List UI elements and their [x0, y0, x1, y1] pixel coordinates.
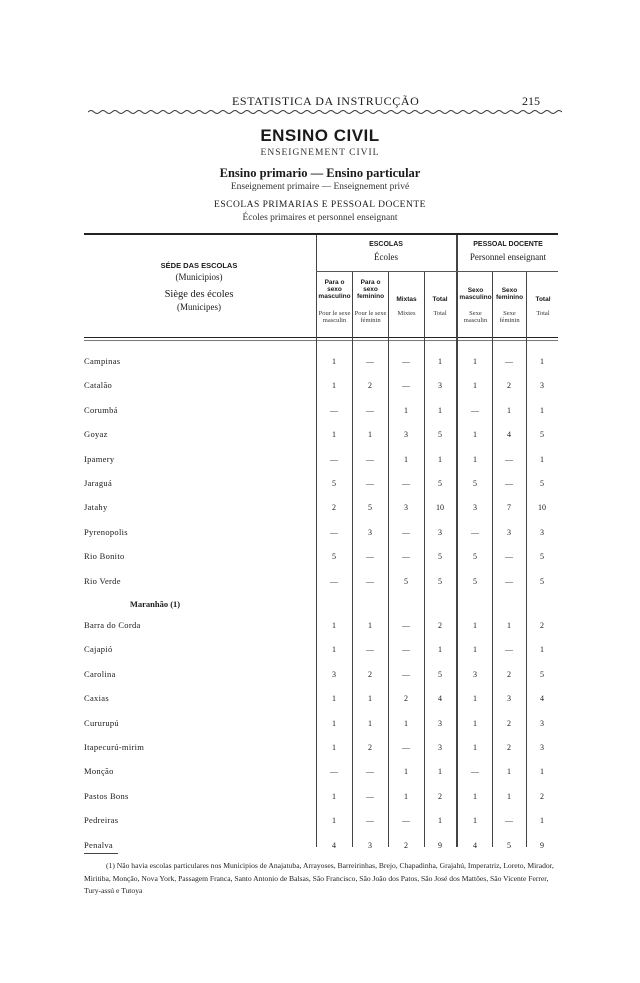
- row-label: Jatahy: [84, 502, 108, 512]
- table-cell: 2: [507, 742, 511, 752]
- table-cell: 9: [540, 840, 544, 850]
- table-cell: 1: [540, 405, 544, 415]
- main-title-french: ENSEIGNEMENT CIVIL: [260, 148, 380, 158]
- table-cell: 1: [540, 454, 544, 464]
- table-cell: 1: [473, 742, 477, 752]
- schools-group-header-french: Écoles: [374, 252, 398, 262]
- column-header-male-staff-french: Sexe masculin: [463, 310, 488, 324]
- table-cell: —: [471, 766, 479, 776]
- table-cell: 1: [332, 791, 336, 801]
- table-cell: 1: [368, 693, 372, 703]
- table-cell: —: [402, 478, 410, 488]
- table-cell: —: [366, 551, 374, 561]
- row-label: Goyaz: [84, 429, 108, 439]
- table-cell: 5: [473, 551, 477, 561]
- table-cell: 1: [332, 620, 336, 630]
- table-cell: 2: [332, 502, 336, 512]
- table-cell: 1: [473, 693, 477, 703]
- row-label: Corumbá: [84, 405, 118, 415]
- table-cell: 5: [438, 551, 442, 561]
- row-label: Itapecurú-mirim: [84, 742, 145, 752]
- table-cell: 3: [473, 502, 477, 512]
- table-cell: 3: [404, 429, 408, 439]
- table-cell: 5: [507, 840, 511, 850]
- table-cell: —: [402, 551, 410, 561]
- row-label: Barra do Corda: [84, 620, 141, 630]
- section-heading: Maranhão (1): [129, 599, 181, 609]
- table-cell: 4: [332, 840, 336, 850]
- schools-group-header: ESCOLAS: [369, 241, 403, 248]
- table-cell: —: [505, 576, 513, 586]
- table-cell: 1: [473, 620, 477, 630]
- column-divider: [316, 235, 317, 847]
- table-cell: —: [402, 644, 410, 654]
- table-cell: 5: [473, 576, 477, 586]
- table-cell: —: [505, 356, 513, 366]
- table-cell: 9: [438, 840, 442, 850]
- table-cell: —: [505, 478, 513, 488]
- table-cell: 1: [473, 791, 477, 801]
- table-cell: 5: [540, 669, 544, 679]
- table-cell: 1: [368, 718, 372, 728]
- table-cell: 2: [368, 742, 372, 752]
- table-cell: —: [366, 766, 374, 776]
- table-cell: 2: [404, 840, 408, 850]
- row-label: Campinas: [84, 356, 121, 366]
- table-cell: 1: [404, 405, 408, 415]
- table-cell: 3: [368, 840, 372, 850]
- table-cell: 2: [507, 669, 511, 679]
- table-cell: 1: [507, 620, 511, 630]
- table-cell: 3: [540, 742, 544, 752]
- table-cell: —: [366, 356, 374, 366]
- seat-header-french-subtitle: (Municipes): [177, 302, 221, 312]
- column-header-female-schools-french: Pour le sexe féminin: [354, 310, 387, 324]
- table-cell: —: [366, 405, 374, 415]
- table-cell: 2: [368, 669, 372, 679]
- table-cell: 1: [473, 356, 477, 366]
- table-cell: —: [402, 742, 410, 752]
- row-label: Jaraguá: [84, 478, 113, 488]
- table-cell: 3: [438, 380, 442, 390]
- section-title: Ensino primario — Ensino particular: [219, 166, 421, 180]
- table-cell: 10: [436, 502, 444, 512]
- table-cell: 5: [438, 576, 442, 586]
- table-cell: 1: [473, 644, 477, 654]
- table-cell: 1: [473, 454, 477, 464]
- table-cell: —: [471, 405, 479, 415]
- row-label: Monção: [84, 766, 114, 776]
- table-cell: —: [366, 791, 374, 801]
- table-cell: 1: [332, 718, 336, 728]
- column-header-female-schools: Para o sexo feminino: [356, 279, 385, 300]
- table-cell: 4: [507, 429, 511, 439]
- row-label: Pedreiras: [84, 815, 119, 825]
- table-cell: —: [330, 405, 338, 415]
- seat-header-subtitle: (Municipios): [175, 272, 223, 282]
- table-cell: —: [330, 766, 338, 776]
- row-label: Carolina: [84, 669, 116, 679]
- group-header-rule: [316, 271, 558, 272]
- table-cell: —: [366, 478, 374, 488]
- table-cell: 4: [540, 693, 544, 703]
- row-label: Pyrenopolis: [84, 527, 128, 537]
- column-header-male-schools-french: Pour le sexe masculin: [318, 310, 351, 324]
- table-cell: 1: [368, 620, 372, 630]
- column-header-schools-total-french: Total: [433, 310, 447, 317]
- table-cell: 5: [438, 429, 442, 439]
- column-divider: [352, 272, 353, 847]
- table-cell: —: [402, 356, 410, 366]
- table-cell: —: [505, 815, 513, 825]
- table-cell: 5: [404, 576, 408, 586]
- table-cell: —: [402, 669, 410, 679]
- table-cell: 5: [540, 429, 544, 439]
- table-cell: —: [505, 454, 513, 464]
- footnote: (1) Não havia escolas particulares nos Municipios de Anajatuba, Arrayoses, Barreirinhas, Brejo, Chapadinha, Grajahú, Imperatriz, Loreto, Mirador, Miritiba, Monção, Nova York, Passagem Franca, Santo Antonio de Balsas, São Francisco, São João dos Patos, São José dos Mattões, São Vicente Ferrer, Tury-assú e Tutoya: [84, 861, 554, 895]
- row-label: Cururupú: [84, 718, 119, 728]
- table-cell: 5: [438, 478, 442, 488]
- table-cell: 1: [507, 766, 511, 776]
- table-cell: —: [505, 644, 513, 654]
- row-label: Cajapió: [84, 644, 113, 654]
- table-cell: 2: [507, 718, 511, 728]
- table-cell: 3: [540, 527, 544, 537]
- column-header-mixed-schools: Mixtas: [396, 296, 417, 303]
- table-cell: —: [402, 620, 410, 630]
- column-header-mixed-schools-french: Mixtes: [397, 310, 416, 317]
- column-divider: [492, 272, 493, 847]
- row-label: Rio Verde: [84, 576, 121, 586]
- wavy-rule: [88, 109, 562, 115]
- table-cell: —: [366, 815, 374, 825]
- seat-header: SÉDE DAS ESCOLAS: [160, 261, 238, 270]
- table-cell: 1: [438, 454, 442, 464]
- table-cell: —: [366, 644, 374, 654]
- table-cell: 5: [332, 478, 336, 488]
- main-title: ENSINO CIVIL: [260, 126, 380, 145]
- table-cell: 3: [438, 527, 442, 537]
- table-cell: 1: [473, 429, 477, 439]
- seat-header-french: Siège des écoles: [164, 289, 234, 300]
- column-divider: [456, 235, 458, 847]
- table-cell: 1: [438, 766, 442, 776]
- table-cell: 2: [438, 620, 442, 630]
- table-top-rule: [84, 233, 558, 235]
- table-cell: 1: [332, 380, 336, 390]
- table-cell: 3: [438, 718, 442, 728]
- table-cell: —: [330, 454, 338, 464]
- table-cell: 3: [507, 527, 511, 537]
- column-header-male-schools: Para o sexo masculino: [318, 279, 351, 300]
- table-cell: 1: [332, 742, 336, 752]
- staff-group-header: PESSOAL DOCENTE: [473, 241, 543, 248]
- running-head: [0, 94, 640, 110]
- footnote-rule: [84, 853, 118, 854]
- page-number: 215: [522, 94, 540, 108]
- table-cell: —: [505, 551, 513, 561]
- table-cell: 1: [368, 429, 372, 439]
- column-header-female-staff-french: Sexe féminin: [499, 310, 520, 324]
- row-label: Ipamery: [84, 454, 115, 464]
- table-cell: 1: [332, 429, 336, 439]
- table-cell: 3: [438, 742, 442, 752]
- table-cell: —: [330, 576, 338, 586]
- table-cell: 5: [368, 502, 372, 512]
- table-cell: —: [402, 815, 410, 825]
- column-header-staff-total: Total: [535, 296, 551, 303]
- table-cell: 2: [540, 791, 544, 801]
- table-cell: 1: [540, 766, 544, 776]
- row-label: Catalão: [84, 380, 113, 390]
- table-cell: —: [366, 454, 374, 464]
- table-cell: 1: [332, 644, 336, 654]
- column-header-male-staff: Sexo masculino: [459, 287, 492, 301]
- table-cell: 5: [540, 551, 544, 561]
- column-header-female-staff: Sexo feminino: [495, 287, 524, 301]
- table-cell: 5: [473, 478, 477, 488]
- table-cell: 4: [438, 693, 442, 703]
- table-cell: —: [366, 576, 374, 586]
- table-cell: 3: [540, 380, 544, 390]
- table-cell: 4: [473, 840, 477, 850]
- table-cell: 2: [368, 380, 372, 390]
- sub-title: ESCOLAS PRIMARIAS E PESSOAL DOCENTE: [214, 200, 426, 210]
- row-label: Penalva: [84, 840, 114, 850]
- table-cell: 2: [438, 791, 442, 801]
- table-cell: 1: [540, 815, 544, 825]
- table-cell: 1: [332, 356, 336, 366]
- table-cell: 1: [438, 644, 442, 654]
- table-cell: 5: [540, 576, 544, 586]
- staff-group-header-french: Personnel enseignant: [469, 252, 547, 262]
- table-cell: 3: [404, 502, 408, 512]
- table-cell: 2: [507, 380, 511, 390]
- table-cell: 1: [438, 815, 442, 825]
- table-cell: 1: [507, 791, 511, 801]
- table-cell: 10: [538, 502, 546, 512]
- table-cell: 1: [404, 766, 408, 776]
- table-cell: 1: [473, 718, 477, 728]
- table-cell: 3: [332, 669, 336, 679]
- column-divider: [388, 272, 389, 847]
- table-cell: 1: [473, 815, 477, 825]
- table-header-rule: [84, 337, 558, 338]
- table-cell: 1: [438, 405, 442, 415]
- section-title-french: Enseignement primaire — Enseignement privé: [230, 182, 410, 192]
- row-label: Rio Bonito: [84, 551, 125, 561]
- running-title: ESTATISTICA DA INSTRUCÇÃO: [232, 94, 420, 108]
- table-cell: 1: [473, 380, 477, 390]
- table-cell: 5: [332, 551, 336, 561]
- sub-title-french: Écoles primaires et personnel enseignant: [242, 213, 398, 223]
- table-cell: —: [471, 527, 479, 537]
- table-cell: 1: [540, 356, 544, 366]
- table-cell: —: [402, 380, 410, 390]
- column-header-staff-total-french: Total: [536, 310, 550, 317]
- table-cell: 5: [540, 478, 544, 488]
- table-cell: 1: [332, 815, 336, 825]
- table-cell: 3: [507, 693, 511, 703]
- row-label: Caxias: [84, 693, 109, 703]
- table-cell: 2: [404, 693, 408, 703]
- table-cell: 1: [332, 693, 336, 703]
- table-cell: 1: [540, 644, 544, 654]
- table-cell: 2: [540, 620, 544, 630]
- table-cell: —: [330, 527, 338, 537]
- table-cell: 5: [438, 669, 442, 679]
- table-cell: 3: [540, 718, 544, 728]
- table-cell: 3: [473, 669, 477, 679]
- table-cell: 1: [507, 405, 511, 415]
- table-cell: 7: [507, 502, 511, 512]
- table-cell: 1: [404, 454, 408, 464]
- table-cell: 1: [404, 718, 408, 728]
- table-header-rule-2: [84, 340, 558, 341]
- table-cell: 3: [368, 527, 372, 537]
- table-cell: 1: [404, 791, 408, 801]
- row-label: Pastos Bons: [84, 791, 129, 801]
- table-cell: 1: [438, 356, 442, 366]
- table-cell: —: [402, 527, 410, 537]
- column-header-schools-total: Total: [432, 296, 448, 303]
